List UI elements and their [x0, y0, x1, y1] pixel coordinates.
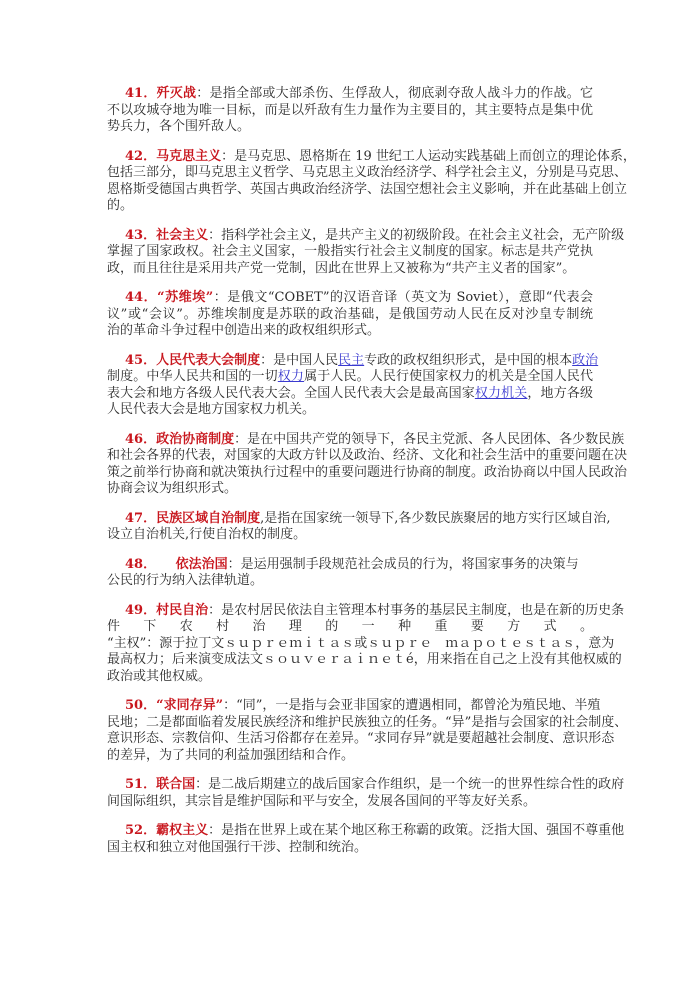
definition-text: 恩格斯受德国古典哲学、英国古典政治经济学、法国空想社会主义影响，并在此基础上创立: [107, 181, 628, 197]
definition-text: 策之前举行协商和就决策执行过程中的重要问题进行协商的制度。政治协商以中国人民政治: [107, 464, 628, 480]
glossary-entry: [107, 698, 628, 764]
definition-text: 公民的行为纳入法律轨道。: [107, 573, 264, 588]
entry-number: 51．: [125, 777, 157, 792]
text-line: [107, 103, 593, 120]
definition-text: 属于人民。人民行使国家权力的机关是全国人民代: [304, 369, 593, 384]
text-line: [107, 652, 622, 669]
text-line: [107, 386, 593, 403]
glossary-entry: [107, 352, 599, 419]
definition-text: ：指科学社会主义，是共产主义的初级阶段。在社会主义社会，无产阶级: [208, 227, 625, 243]
term-heading: 民族区域自治制度: [156, 510, 261, 526]
text-line: [107, 323, 593, 340]
document-body: [107, 86, 636, 869]
definition-text: ,是指在国家统一领导下,各少数民族聚居的地方实行区域自治,: [260, 510, 611, 526]
text-line: [107, 573, 593, 590]
definition-text: 表大会和地方各级人民代表大会。全国人民代表大会是最高国家: [107, 385, 475, 401]
text-line: [107, 369, 593, 386]
text-line: [107, 307, 593, 324]
entry-number: 44．: [125, 290, 158, 305]
definition-text: 国主权和独立对他国强行干涉、控制和统治。: [107, 839, 368, 855]
definition-text: 势兵力，各个围歼敌人。: [107, 119, 251, 134]
definition-text: 人民代表大会是地方国家权力机关。: [107, 402, 316, 417]
text-line: [107, 619, 593, 636]
definition-text: ：是运用强制手段规范社会成员的行为，将国家事务的决策与: [227, 556, 579, 572]
entry-number: 42．: [125, 148, 157, 164]
term-heading: 歼灭战: [156, 86, 197, 101]
text-line: [107, 181, 628, 199]
term-heading: 马克思主义: [156, 148, 222, 164]
glossary-entry: [107, 777, 625, 810]
definition-text: 不以攻城夺地为唯一目标，而是以歼敌有生力量作为主要目的，其主要特点是集中优: [107, 102, 593, 118]
term-heading: 村民自治: [156, 602, 209, 618]
term-heading: 依法治国: [175, 556, 228, 572]
text-line: [107, 481, 593, 498]
definition-text: 专政的政权组织形式，是中国的根本: [364, 352, 573, 368]
definition-text: 政治或其他权威。: [107, 668, 212, 684]
text-line: [107, 148, 636, 166]
glossary-entry: [107, 86, 593, 136]
text-line: [107, 777, 625, 794]
text-line: [107, 748, 593, 765]
text-line: [107, 448, 628, 465]
text-line: [107, 198, 593, 215]
definition-text: ：“同”，一是指与会亚非国家的遭遇相同，都曾沦为殖民地、半殖: [223, 698, 601, 713]
definition-text: ：是马克思、恩格斯在 19 世纪工人运动实践基础上而创立的理论体系，: [221, 148, 636, 164]
text-line: [107, 290, 593, 307]
text-line: [107, 227, 625, 245]
definition-text: 设立自治机关,行使自治权的制度。: [107, 527, 307, 542]
text-line: [107, 527, 593, 544]
definition-text: 治的革命斗争过程中创造出来的政权组织形式。: [107, 323, 381, 338]
term-heading: “求同存异”: [156, 698, 224, 713]
term-heading: 社会主义: [156, 227, 209, 243]
text-line: [107, 714, 628, 732]
definition-text: 的差异，为了共同的利益加强团结和合作。: [107, 747, 355, 763]
text-line: [107, 823, 625, 840]
hyperlink[interactable]: 政治: [572, 352, 599, 368]
glossary-entry: [107, 290, 593, 340]
definition-text: 意识形态、宗教信仰、生活习俗都存在差异。“求同存异”就是要超越社会制度、意识形态: [107, 731, 615, 746]
definition-text: ：是指全部或大部杀伤、生俘敌人，彻底剥夺敌人战斗力的作战。它: [196, 86, 593, 101]
text-line: [107, 431, 625, 449]
definition-text: 件下农村治理的一种重要方式。: [107, 619, 593, 634]
term-heading: 政治协商制度: [156, 431, 235, 447]
text-line: [107, 794, 593, 811]
text-line: [107, 635, 615, 653]
term-heading: “苏维埃”: [157, 290, 214, 305]
text-line: [107, 840, 593, 857]
definition-text: 议”或“会议”。苏维埃制度是苏联的政治基础，是俄国劳动人民在反对沙皇专制统: [107, 306, 593, 322]
hyperlink[interactable]: 民主: [338, 352, 365, 368]
text-line: [107, 698, 601, 715]
definition-text: 间国际组织，其宗旨是维护国际和平与安全，发展各国间的平等友好关系。: [107, 793, 537, 809]
definition-text: ：是农村居民依法自主管理本村事务的基层民主制度，也是在新的历史条: [208, 602, 625, 618]
definition-text: ：是俄文“COBET”的汉语音译（英文为 Soviet），意即“代表会: [213, 290, 593, 305]
glossary-entry: [107, 431, 628, 498]
definition-text: ：是指在世界上或在某个地区称王称霸的政策。泛指大国、强国不尊重他: [208, 823, 625, 838]
text-line: [107, 402, 593, 419]
text-line: [107, 602, 625, 620]
text-line: [107, 464, 628, 482]
entry-number: 52．: [125, 823, 157, 838]
hyperlink[interactable]: 权力: [277, 369, 305, 384]
term-heading: 人民代表大会制度: [156, 352, 261, 368]
definition-text: 民地；二是都面临着发展民族经济和维护民族独立的任务。“异”是指与会国家的社会制度、: [107, 714, 628, 730]
term-heading: 霸权主义: [156, 823, 209, 838]
definition-text: 制度。中华人民共和国的一切: [107, 369, 278, 384]
text-line: [107, 669, 593, 686]
entry-number: 49．: [125, 602, 157, 618]
definition-text: 包括三部分，即马克思主义哲学、马克思主义政治经济学、科学社会主义，分别是马克思、: [107, 165, 628, 180]
definition-text: ：是在中国共产党的领导下，各民主党派、各人民团体、各少数民族: [234, 431, 625, 447]
entry-number: 47．: [125, 510, 157, 526]
glossary-entry: [107, 148, 636, 215]
text-line: [107, 165, 628, 182]
text-line: [107, 557, 593, 574]
definition-text: 的。: [107, 198, 134, 213]
definition-text: 和社会各界的代表，对国家的大政方针以及政治、经济、文化和社会生活中的重要问题在决: [107, 448, 628, 463]
definition-text: “主权”：源于拉丁文ｓｕｐｒｅｍｉｔａｓ或ｓｕｐｒｅ ｍａｐｏｔｅｓｔａｓ，意为: [107, 635, 615, 651]
definition-text: 政，而且往往是采用共产党一党制，因此在世界上又被称为“共产主义者的国家”。: [107, 260, 576, 276]
text-line: [107, 731, 615, 748]
text-line: [107, 119, 593, 136]
entry-number: 50．: [125, 698, 157, 713]
entry-number: 48．: [125, 556, 176, 572]
glossary-entry: [107, 602, 625, 686]
definition-text: 最高权力；后来演变成法文ｓｏｕｖｅｒａｉｎｅｔé，用来指在自己之上没有其他权威的: [107, 652, 622, 667]
entry-number: 46．: [125, 431, 157, 447]
text-line: [107, 244, 593, 261]
text-line: [107, 261, 593, 278]
glossary-entry: [107, 510, 611, 544]
term-heading: 联合国: [156, 777, 196, 792]
definition-text: ：是二战后期建立的战后国家合作组织，是一个统一的世界性综合性的政府: [195, 777, 625, 792]
entry-number: 43．: [125, 227, 157, 243]
definition-text: ：是中国人民: [260, 352, 339, 368]
glossary-entry: [107, 227, 625, 278]
entry-number: 41．: [125, 86, 157, 101]
text-line: [107, 86, 593, 103]
entry-number: 45．: [125, 352, 157, 368]
text-line: [107, 510, 611, 528]
definition-text: 掌握了国家政权。社会主义国家，一般指实行社会主义制度的国家。标志是共产党执: [107, 244, 593, 259]
glossary-entry: [107, 557, 593, 590]
definition-text: 协商会议为组织形式。: [107, 481, 238, 496]
glossary-entry: [107, 823, 625, 856]
hyperlink[interactable]: 权力机关: [474, 385, 528, 401]
text-line: [107, 352, 599, 370]
definition-text: ，地方各级: [527, 385, 593, 401]
